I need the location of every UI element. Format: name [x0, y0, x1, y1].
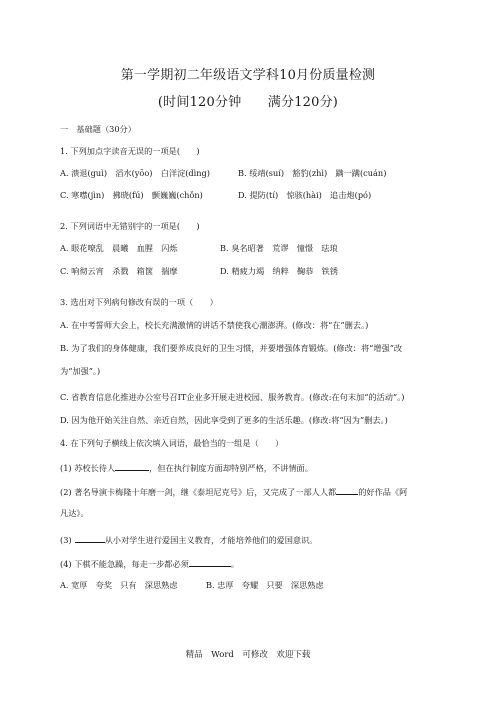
- question-2-option-b: B. 臭名昭著 荒谬 憧憬 珐琅: [220, 243, 338, 253]
- question-4-sentence-1: [60, 461, 313, 474]
- sentence-2-text-before: (2) 著名导演卡梅隆十年磨一剑，继《泰坦尼克号》后，又完成了一部人人都: [60, 487, 337, 497]
- question-4-sentence-2-continued: 凡达》。: [60, 508, 89, 518]
- question-4-sentence-4: [60, 557, 239, 570]
- question-2-option-a: A. 眼花嘹乱 晨曦 血腥 闪烁: [60, 243, 178, 253]
- question-3-option-a: A. 在中考誓师大会上，校长充满激情的讲话不禁使我心潮澎湃。(修改：将“在”删去。): [60, 320, 369, 330]
- sentence-1-text-before: (1) 苏校长待人: [60, 463, 116, 473]
- question-1-option-d: D. 提防(tí) 惊骇(hài) 追击炮(pó): [238, 190, 372, 200]
- sentence-2-text-after: 的好作品《阿: [358, 487, 408, 497]
- question-4-sentence-2: [60, 485, 407, 498]
- answer-blank-2[interactable]: [336, 485, 358, 495]
- answer-blank-3[interactable]: [75, 533, 105, 543]
- sentence-4-text-after: 。: [230, 559, 240, 569]
- sentence-4-text-before: (4) 下棋不能急躁，每走一步都必须: [60, 559, 189, 569]
- question-4-option-b: B. 忠厚 夸耀 只要 深思熟虑: [206, 580, 324, 590]
- question-2-option-d: D. 精疲力竭 纳粹 鞠恭 铁锈: [220, 266, 338, 276]
- question-2-option-c: C. 响彻云宵 杀戮 箱箧 揣摩: [60, 266, 178, 276]
- document-title: 第一学期初二年级语文学科10月份质量检测: [120, 68, 376, 83]
- sentence-3-text: 从小对学生进行爱国主义教育，才能培养他们的爱国意识。: [104, 535, 318, 545]
- question-3-option-b: B. 为了我们的身体健康，我们要养成良好的卫生习惯，并要增强体育锻炼。(修改：将“增强”改: [60, 343, 403, 353]
- question-1-option-b: B. 绥靖(suí) 豁豹(zhì) 蹒一蹒(cuán): [238, 168, 387, 178]
- question-1-stem: 1. 下列加点字读音无误的一项是( ): [60, 146, 200, 156]
- question-4-sentence-3: [60, 533, 318, 546]
- answer-blank-1[interactable]: [115, 461, 149, 471]
- question-3-option-c: C. 省教育信息化推进办公室号召IT企业多开展走进校园、服务教育。(修改:在句末加“的活动”。): [60, 392, 405, 402]
- question-3-option-b-continued: 为“加强”。): [60, 366, 101, 376]
- question-1-option-c: C. 寒噤(jìn) 拂晓(fú) 颤巍巍(chǒn): [60, 190, 203, 200]
- sentence-1-text-after: ，但在执行制度方面却特别严格，不讲情面。: [149, 463, 313, 473]
- question-2-stem: 2. 下列词语中无错别字的一项是( ): [60, 221, 200, 231]
- question-3-option-d: D. 因为他开始关注自然、亲近自然，因此享受到了更多的生活乐趣。(修改:将“因为”删去。): [60, 415, 388, 425]
- question-4-option-a: A. 宽厚 夸奖 只有 深思熟虑: [60, 580, 178, 590]
- question-1-option-a: A. 溃退(guì) 滔水(yōo) 白洋淀(dìng): [60, 168, 210, 178]
- sentence-3-label: (3): [60, 535, 72, 545]
- document-subtitle: (时间120分钟 满分120分): [157, 95, 339, 110]
- question-4-stem: 4. 在下列句子横线上依次填入词语，最恰当的一组是（ ）: [60, 438, 284, 448]
- page-footer: 精品 Word 可修改 欢迎下载: [185, 650, 311, 660]
- section-heading: 一 基础题（30分）: [60, 124, 136, 134]
- question-3-stem: 3. 选出对下列病句修改有误的一项（ ）: [60, 297, 218, 307]
- answer-blank-4[interactable]: [189, 557, 231, 567]
